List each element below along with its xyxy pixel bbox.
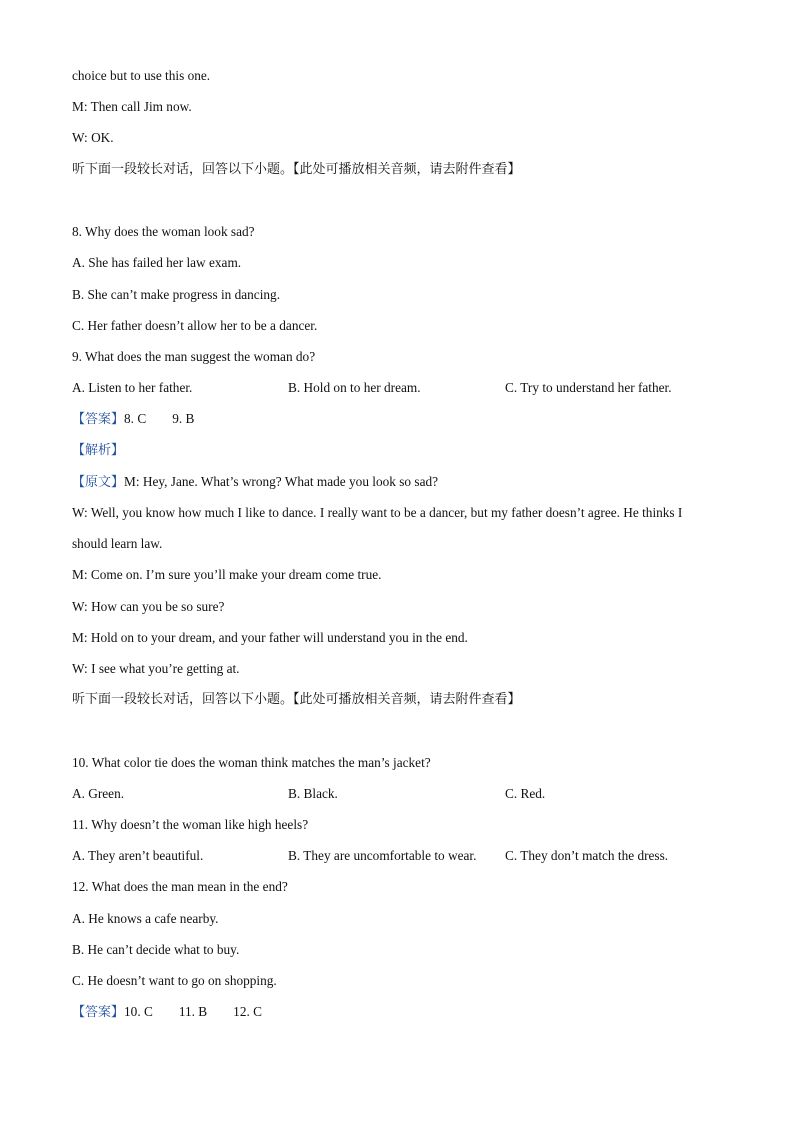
transcript-line: W: How can you be so sure? (72, 599, 225, 614)
analysis-label: 【解析】 (72, 443, 125, 458)
option-8c: C. Her father doesn’t allow her to be a dancer. (72, 318, 318, 333)
option-9a: A. Listen to her father. (72, 380, 193, 395)
question-8: 8. Why does the woman look sad? (72, 224, 255, 239)
option-11b: B. They are uncomfortable to wear. (288, 848, 477, 863)
transcript-text: M: Hey, Jane. What’s wrong? What made you look so sad? (124, 474, 439, 489)
option-9c: C. Try to understand her father. (505, 380, 672, 395)
option-8a: A. She has failed her law exam. (72, 255, 242, 270)
transcript-label: 【原文】 (72, 475, 125, 490)
answer-8: 8. C (124, 411, 147, 426)
transcript-line: W: Well, you know how much I like to dance. I really want to be a dancer, but my father doesn’t agree. He thinks I (72, 505, 683, 520)
transcript-line: M: Hold on to your dream, and your father will understand you in the end. (72, 630, 468, 645)
dialogue-line: choice but to use this one. (72, 68, 211, 83)
answer-label: 【答案】 (72, 412, 125, 427)
answer-row-2 (72, 1003, 262, 1021)
transcript-line: M: Come on. I’m sure you’ll make your dream come true. (72, 567, 382, 582)
question-12: 12. What does the man mean in the end? (72, 879, 288, 894)
option-10b: B. Black. (288, 786, 338, 801)
option-11a: A. They aren’t beautiful. (72, 848, 204, 863)
answer-9: 9. B (172, 411, 195, 426)
option-11c: C. They don’t match the dress. (505, 848, 669, 863)
answer-11: 11. B (178, 1004, 208, 1019)
options-row-9 (72, 379, 722, 397)
dialogue-line: W: OK. (72, 130, 114, 145)
option-12c: C. He doesn’t want to go on shopping. (72, 973, 277, 988)
answer-10: 10. C (124, 1004, 153, 1019)
answer-label: 【答案】 (72, 1005, 125, 1020)
answer-row-1 (72, 410, 194, 428)
option-12b: B. He can’t decide what to buy. (72, 942, 240, 957)
listening-instruction: 听下面一段较长对话，回答以下小题。【此处可播放相关音频，请去附件查看】 (72, 692, 521, 707)
dialogue-line: M: Then call Jim now. (72, 99, 192, 114)
transcript-line: W: I see what you’re getting at. (72, 661, 240, 676)
listening-instruction: 听下面一段较长对话，回答以下小题。【此处可播放相关音频，请去附件查看】 (72, 162, 521, 177)
option-10c: C. Red. (505, 786, 546, 801)
option-12a: A. He knows a cafe nearby. (72, 911, 219, 926)
option-8b: B. She can’t make progress in dancing. (72, 287, 281, 302)
question-11: 11. Why doesn’t the woman like high heels? (72, 817, 309, 832)
question-10: 10. What color tie does the woman think matches the man’s jacket? (72, 755, 431, 770)
options-row-10 (72, 785, 722, 803)
transcript-line (72, 473, 438, 491)
transcript-line: should learn law. (72, 536, 163, 551)
answer-12: 12. C (233, 1004, 262, 1019)
options-row-11 (72, 847, 722, 865)
question-9: 9. What does the man suggest the woman do? (72, 349, 316, 364)
option-9b: B. Hold on to her dream. (288, 380, 421, 395)
option-10a: A. Green. (72, 786, 125, 801)
